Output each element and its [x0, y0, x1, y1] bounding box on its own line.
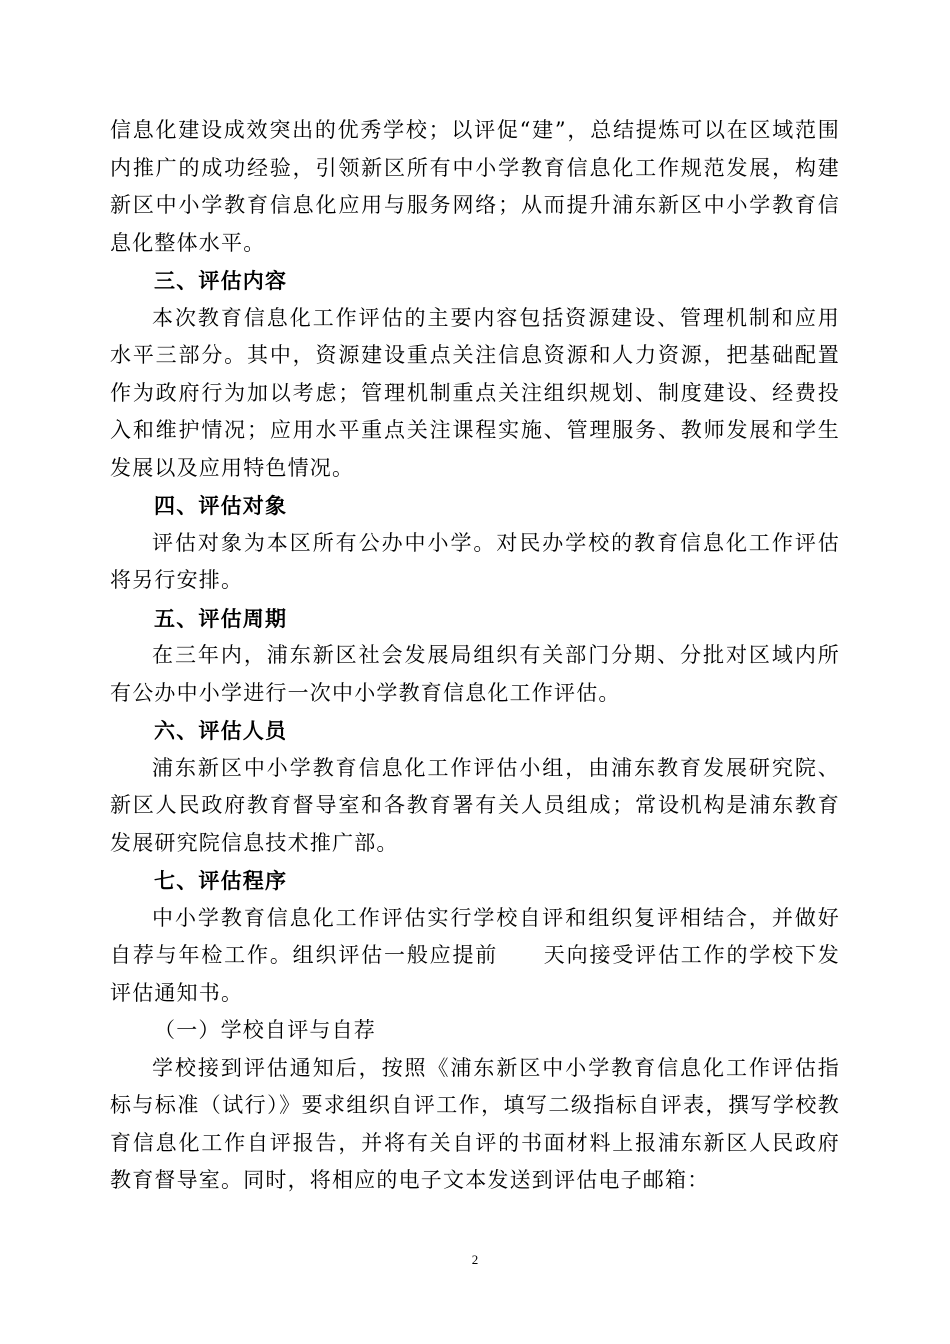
- section-heading-evaluation-procedure: 七、评估程序: [154, 868, 288, 893]
- paragraph-evaluation-target: 评估对象为本区所有公办中小学。对民办学校的教育信息化工作评估将另行安排。: [110, 530, 840, 592]
- paragraph-evaluation-cycle: 在三年内，浦东新区社会发展局组织有关部门分期、分批对区域内所有公办中小学进行一次中小学教育信息化工作评估。: [110, 643, 840, 705]
- document-body: [110, 112, 840, 1200]
- section-heading-evaluation-target: 四、评估对象: [154, 493, 288, 518]
- subsection-heading-self-evaluation: （一）学校自评与自荐: [154, 1018, 376, 1042]
- paragraph-evaluation-staff: 浦东新区中小学教育信息化工作评估小组，由浦东教育发展研究院、新区人民政府教育督导室和各教育署有关人员组成；常设机构是浦东教育发展研究院信息技术推广部。: [110, 755, 840, 855]
- section-heading-evaluation-staff: 六、评估人员: [154, 718, 288, 743]
- paragraph-evaluation-procedure: 中小学教育信息化工作评估实行学校自评和组织复评相结合，并做好自荐与年检工作。组织评估一般应提前 天向接受评估工作的学校下发评估通知书。: [110, 905, 840, 1005]
- section-heading-evaluation-cycle: 五、评估周期: [154, 605, 288, 631]
- page-number: 2: [471, 1252, 479, 1267]
- paragraph-evaluation-content: 本次教育信息化工作评估的主要内容包括资源建设、管理机制和应用水平三部分。其中，资源建设重点关注信息资源和人力资源，把基础配置作为政府行为加以考虑；管理机制重点关注组织规划、制度建设、经费投入和维护情况；应用水平重点关注课程实施、管理服务、教师发展和学生发展以及应用特色情况。: [110, 305, 840, 480]
- paragraph-intro-continued: 信息化建设成效突出的优秀学校；以评促“建”，总结提炼可以在区域范围内推广的成功经验，引领新区所有中小学教育信息化工作规范发展，构建新区中小学教育信息化应用与服务网络；从而提升浦东新区中小学教育信息化整体水平。: [110, 118, 840, 255]
- paragraph-self-evaluation: 学校接到评估通知后，按照《浦东新区中小学教育信息化工作评估指标与标准（试行）》要求组织自评工作，填写二级指标自评表，撰写学校教育信息化工作自评报告，并将有关自评的书面材料上报浦东新区人民政府教育督导室。同时，将相应的电子文本发送到评估电子邮箱：: [110, 1055, 840, 1192]
- section-heading-evaluation-content: 三、评估内容: [154, 268, 288, 293]
